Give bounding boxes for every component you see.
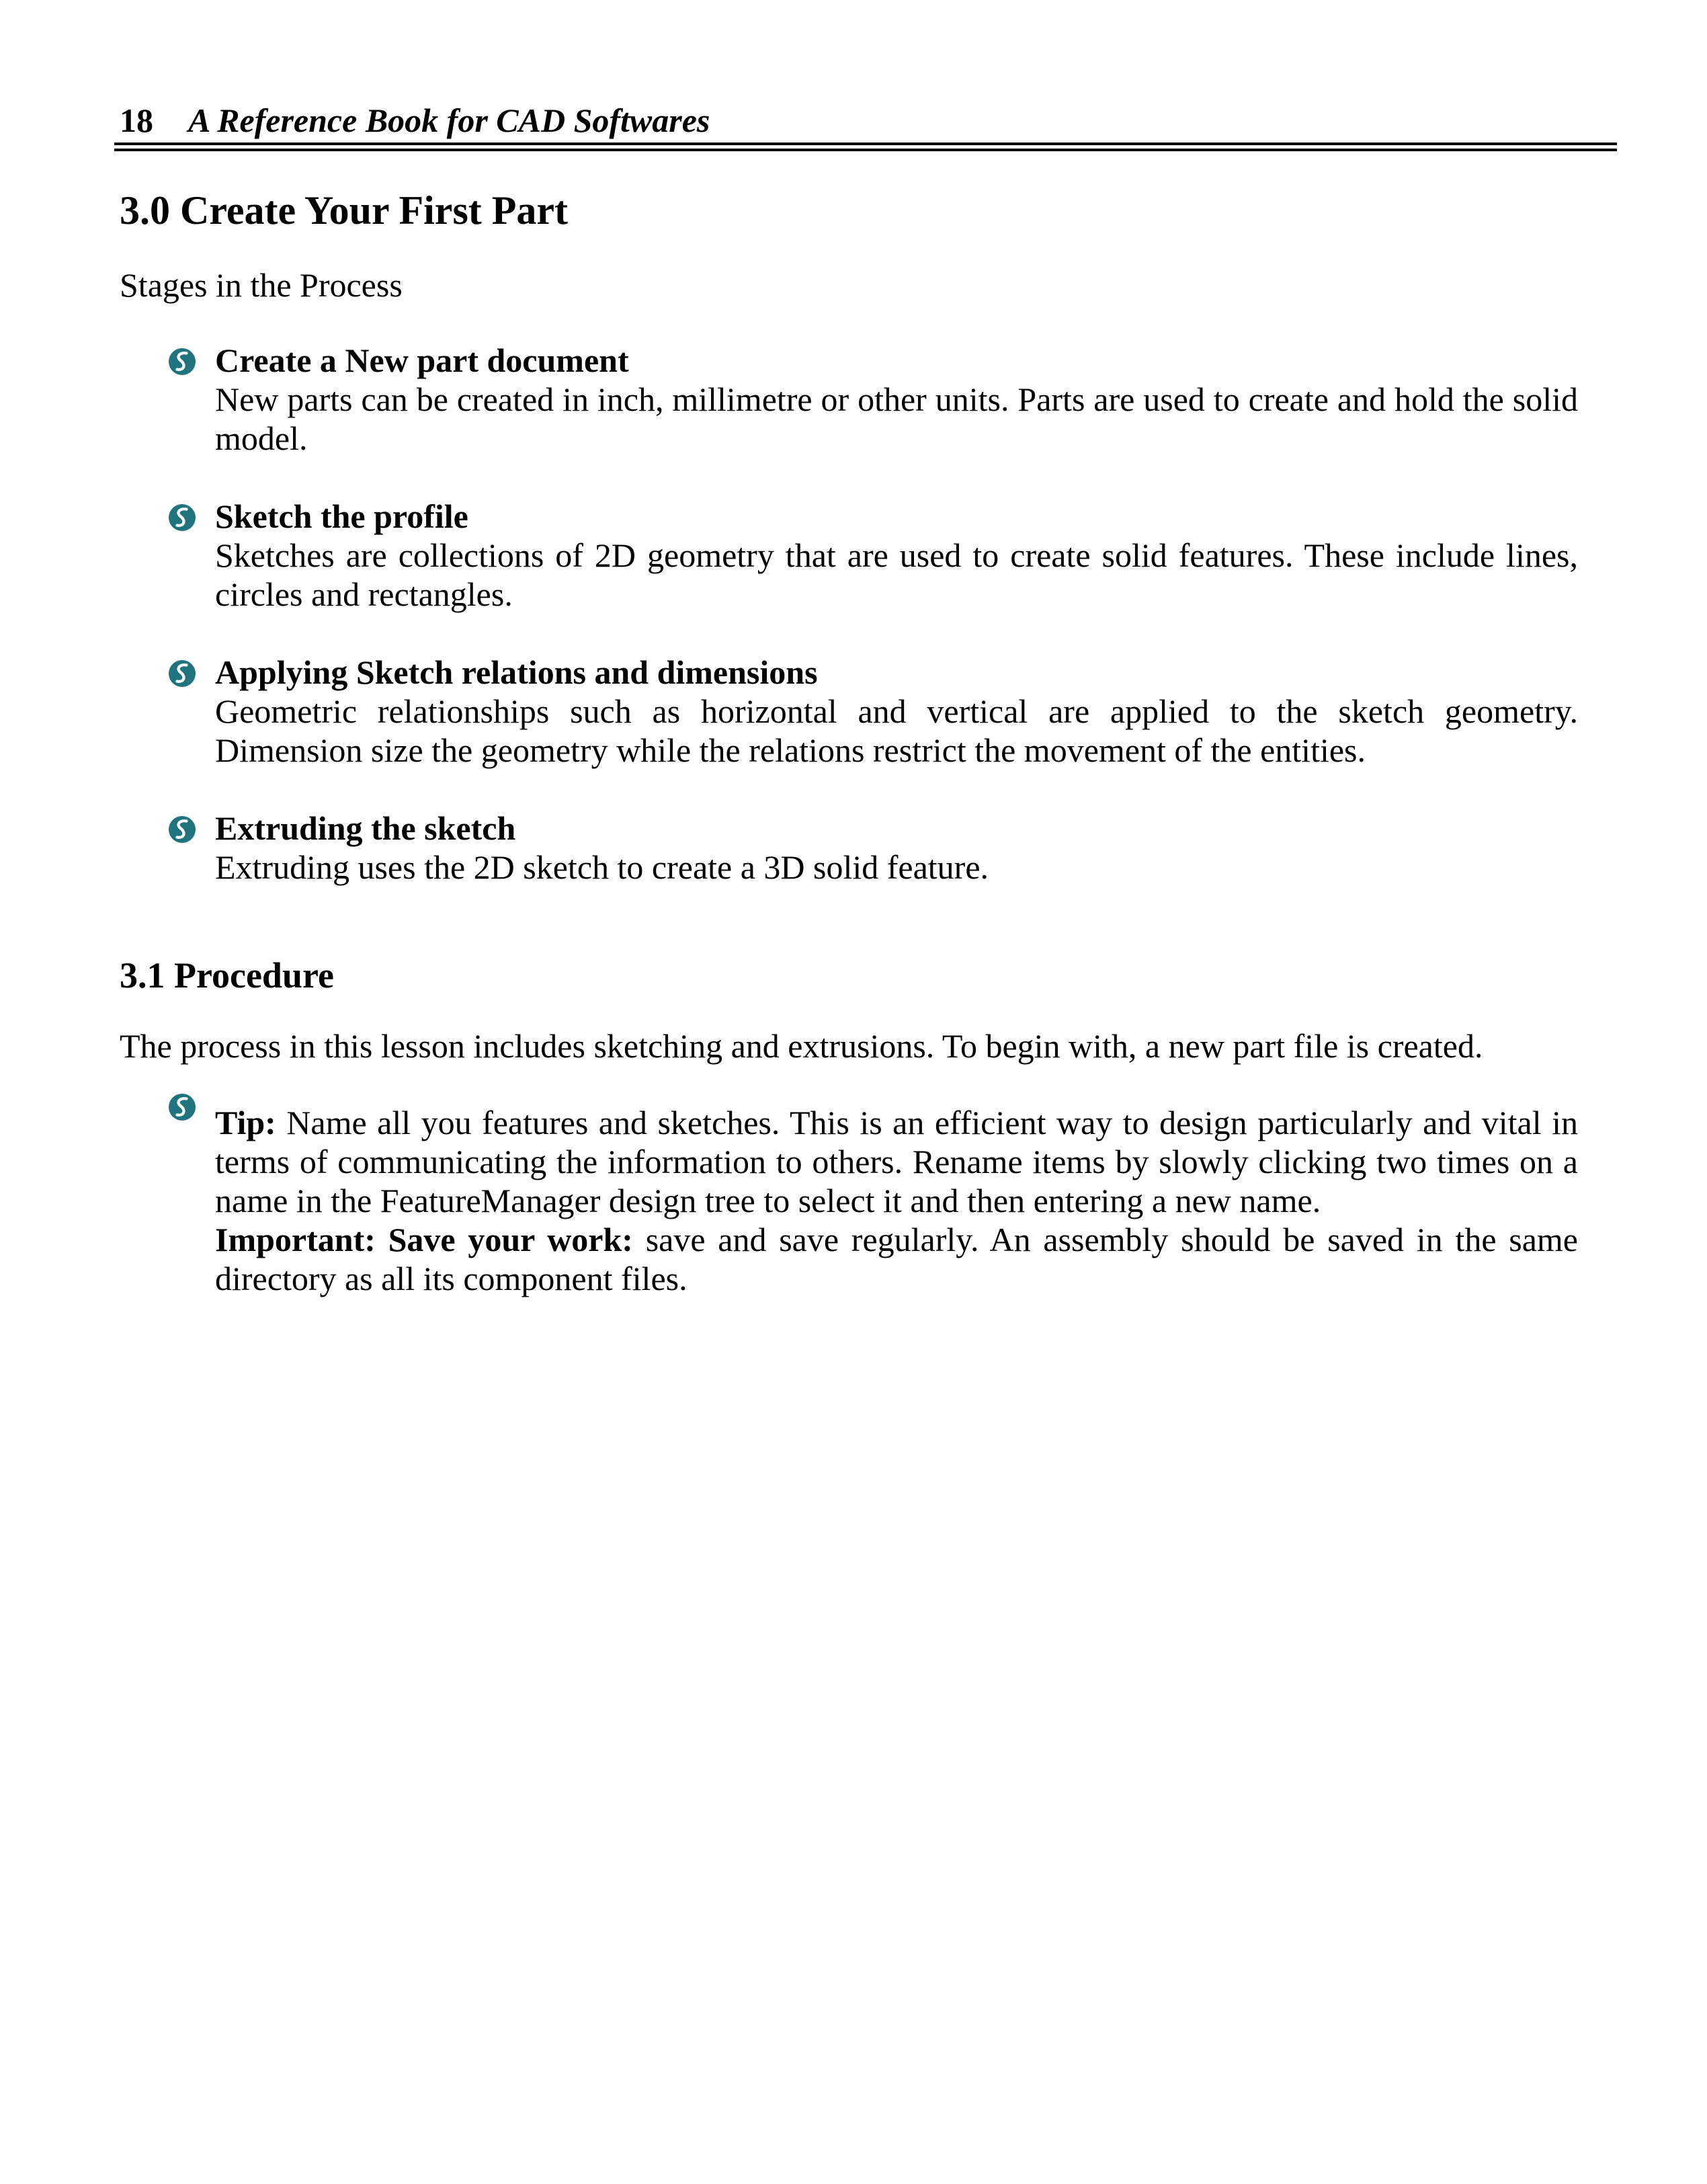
stage-item-sketch-relations xyxy=(120,653,1578,770)
stage-item-create-part xyxy=(120,341,1578,458)
stage-description: New parts can be created in inch, millimetre or other units. Parts are used to create and hold the solid model. xyxy=(215,380,1578,457)
stage-text xyxy=(215,653,1578,770)
solidworks-swirl-icon xyxy=(168,1093,196,1121)
stage-text xyxy=(215,341,1578,458)
stage-description: Geometric relationships such as horizontal and vertical are applied to the sketch geometry. Dimension size the geometry while the relations restrict the movement of the entities. xyxy=(215,692,1578,769)
stage-text xyxy=(215,809,1578,887)
running-header xyxy=(120,101,1578,140)
section-heading-3-0: 3.0 Create Your First Part xyxy=(120,188,569,233)
header-rule xyxy=(114,143,1617,151)
stage-description: Sketches are collections of 2D geometry that are used to create solid features. These include lines, circles and rectangles. xyxy=(215,536,1578,613)
stage-list xyxy=(120,341,1578,887)
stage-text xyxy=(215,497,1578,614)
important-paragraph xyxy=(215,1220,1578,1298)
procedure-intro: The process in this lesson includes sketching and extrusions. To begin with, a new part file is created. xyxy=(120,1027,1483,1065)
tip-text-block xyxy=(215,1103,1578,1298)
solidworks-swirl-icon xyxy=(168,348,196,376)
solidworks-swirl-icon xyxy=(168,659,196,688)
stages-intro: Stages in the Process xyxy=(120,266,403,304)
stage-title: Create a New part document xyxy=(215,341,629,379)
solidworks-swirl-icon xyxy=(168,815,196,844)
stage-item-extrude-sketch xyxy=(120,809,1578,887)
important-label: Important: Save your work: xyxy=(215,1221,633,1258)
stage-item-sketch-profile xyxy=(120,497,1578,614)
tip-label: Tip: xyxy=(215,1104,276,1141)
solidworks-swirl-icon xyxy=(168,503,196,532)
book-title: A Reference Book for CAD Softwares xyxy=(188,102,710,139)
section-heading-3-1: 3.1 Procedure xyxy=(120,955,334,996)
tip-paragraph xyxy=(215,1103,1578,1220)
important-body: save and save regularly. An assembly should be saved in the same directory as all its component files. xyxy=(215,1221,1578,1297)
tip-item xyxy=(120,1103,1578,1298)
page-number: 18 xyxy=(120,102,153,139)
stage-description: Extruding uses the 2D sketch to create a 3D solid feature. xyxy=(215,848,989,886)
tip-body: Name all you features and sketches. This is an efficient way to design particularly and vital in terms of communicating the information to others. Rename items by slowly clicking two times on a name in the FeatureManager design tree to select it and then entering a new name. xyxy=(215,1104,1578,1219)
stage-title: Applying Sketch relations and dimensions xyxy=(215,653,818,691)
stage-title: Sketch the profile xyxy=(215,497,468,535)
page-content xyxy=(120,0,1578,1298)
stage-title: Extruding the sketch xyxy=(215,809,516,847)
